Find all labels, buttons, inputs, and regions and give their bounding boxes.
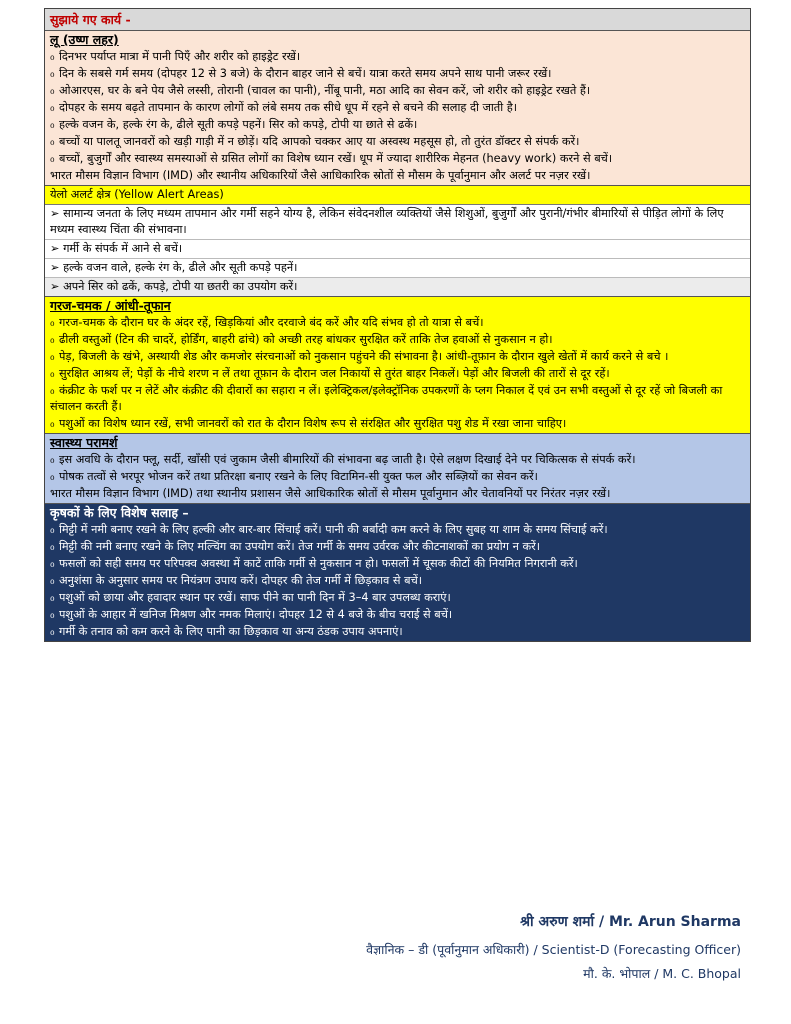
bullet-icon: ₀ <box>50 557 55 570</box>
list-item: ₀ पशुओं का विशेष ध्यान रखें, सभी जानवरों को रात के दौरान विशेष रूप से संरक्षित और सुरक्षित पशु शेड में रखा जाना चाहिए। <box>50 417 567 430</box>
list-item: ₀ बच्चों या पालतू जानवरों को खड़ी गाड़ी में न छोड़ें। यदि आपको चक्कर आए या अस्वस्थ महसूस हो, तो तुरंत डॉक्टर से संपर्क करें। <box>50 135 580 148</box>
heatwave-note: भारत मौसम विज्ञान विभाग (IMD) और स्थानीय अधिकारियों जैसे आधिकारिक स्रोतों से मौसम के पूर्वानुमान और अलर्ट पर नज़र रखें। <box>50 169 591 182</box>
bullet-icon: ₀ <box>50 384 55 397</box>
list-item: ₀ ढीली वस्तुओं (टिन की चादरें, होर्डिंग, बाहरी ढांचे) को अच्छी तरह बांधकर सुरक्षित करें ताकि तेज हवाओं से नुकसान न हो। <box>50 333 553 346</box>
bullet-icon: ₀ <box>50 50 55 63</box>
list-item: ₀ मिट्टी में नमी बनाए रखने के लिए हल्की और बार-बार सिंचाई करें। पानी की बर्बादी कम करने के लिए सुबह या शाम के समय सिंचाई करें। <box>50 523 608 536</box>
bullet-icon: ₀ <box>50 84 55 97</box>
list-item: ₀ अनुशंसा के अनुसार समय पर नियंत्रण उपाय करें। दोपहर की तेज गर्मी में छिड़काव से बचें। <box>50 574 423 587</box>
bullet-icon: ₀ <box>50 316 55 329</box>
bullet-icon: ₀ <box>50 118 55 131</box>
bullet-icon: ₀ <box>50 152 55 165</box>
bullet-icon: ₀ <box>50 523 55 536</box>
list-item: ₀ बच्चों, बुजुर्गों और स्वास्थ्य समस्याओं से ग्रसित लोगों का विशेष ध्यान रखें। धूप में ज्यादा शारीरिक मेहनत (heavy work) करने से बचें। <box>50 152 613 165</box>
bullet-icon: ₀ <box>50 470 55 483</box>
list-item: ₀ पेड़, बिजली के खंभे, अस्थायी शेड और कमजोर संरचनाओं को नुकसान पहुंचने की संभावना है। आंधी-तूफ़ान के दौरान खुले खेतों में कार्य करने से बचे । <box>50 350 669 363</box>
bullet-icon: ₀ <box>50 101 55 114</box>
health-section <box>45 434 750 504</box>
list-item: ➢ हल्के वजन वाले, हल्के रंग के, ढीले और सूती कपड़े पहनें। <box>45 258 750 277</box>
bullet-icon: ₀ <box>50 67 55 80</box>
signatory-name: श्री अरुण शर्मा / Mr. Arun Sharma <box>520 914 741 930</box>
arrow-icon: ➢ <box>50 207 64 220</box>
list-item: ₀ दोपहर के समय बढ़ते तापमान के कारण लोगों को लंबे समय तक सीधे धूप में रहने से बचने की सलाह दी जाती है। <box>50 101 518 114</box>
arrow-icon: ➢ <box>50 242 64 255</box>
storm-section <box>45 297 750 434</box>
bullet-icon: ₀ <box>50 540 55 553</box>
health-note: भारत मौसम विज्ञान विभाग (IMD) तथा स्थानीय प्रशासन जैसे आधिकारिक स्रोतों से मौसम पूर्वानुमान और चेतावनियों पर निरंतर नज़र रखें। <box>50 487 611 500</box>
bullet-icon: ₀ <box>50 608 55 621</box>
signatory-office: मौ. के. भोपाल / M. C. Bhopal <box>583 966 741 981</box>
bullet-icon: ₀ <box>50 625 55 638</box>
list-item: ₀ हल्के वजन के, हल्के रंग के, ढीले सूती कपड़े पहनें। सिर को कपड़े, टोपी या छाते से ढकें। <box>50 118 418 131</box>
heatwave-title: लू (उष्ण लहर) <box>50 32 119 47</box>
bullet-icon: ₀ <box>50 367 55 380</box>
list-item: ₀ इस अवधि के दौरान फ्लू, सर्दी, खाँसी एवं जुकाम जैसी बीमारियों की संभावना बढ़ जाती है। ऐसे लक्षण दिखाई देने पर चिकित्सक से संपर्क करें। <box>50 453 636 466</box>
bullet-icon: ₀ <box>50 333 55 346</box>
yellow-alert-section <box>45 186 750 297</box>
list-item: ₀ फसलों को सही समय पर परिपक्व अवस्था में काटें ताकि गर्मी से नुकसान न हो। फसलों में चूसक कीटों की नियमित निगरानी करें। <box>50 557 578 570</box>
bullet-icon: ₀ <box>50 574 55 587</box>
bullet-icon: ₀ <box>50 591 55 604</box>
list-item: ₀ दिन के सबसे गर्म समय (दोपहर 12 से 3 बजे) के दौरान बाहर जाने से बचें। यात्रा करते समय अपने साथ पानी जरूर रखें। <box>50 67 552 80</box>
heatwave-section <box>45 31 750 186</box>
list-item: ➢ सामान्य जनता के लिए मध्यम तापमान और गर्मी सहने योग्य है, लेकिन संवेदनशील व्यक्तियों जैसे शिशुओं, बुजुर्गों और पुरानी/गंभीर बीमारियों से पीड़ित लोगों के लिए मध्यम स्वास्थ्य चिंता की संभावना। <box>50 207 724 236</box>
bullet-icon: ₀ <box>50 135 55 148</box>
yellow-alert-title: येलो अलर्ट क्षेत्र (Yellow Alert Areas) <box>45 186 750 205</box>
list-item: ➢ गर्मी के संपर्क में आने से बचें। <box>45 239 750 258</box>
list-item: ➢ अपने सिर को ढकें, कपड़े, टोपी या छतरी का उपयोग करें। <box>45 277 750 296</box>
bullet-icon: ₀ <box>50 453 55 466</box>
list-item: ₀ गरज-चमक के दौरान घर के अंदर रहें, खिड़कियां और दरवाजे बंद करें और यदि संभव हो तो यात्रा से बचें। <box>50 316 484 329</box>
page-title: सुझाये गए कार्य - <box>45 9 750 31</box>
arrow-icon: ➢ <box>50 280 64 293</box>
list-item: ₀ पशुओं के आहार में खनिज मिश्रण और नमक मिलाएं। दोपहर 12 से 4 बजे के बीच चराई से बचें। <box>50 608 453 621</box>
list-item: ₀ कंक्रीट के फर्श पर न लेटें और कंक्रीट की दीवारों का सहारा न लें। इलेक्ट्रिकल/इलेक्ट्रॉनिक उपकरणों के प्लग निकाल दें एवं उन सभी वस्तुओं से दूर रहें जो बिजली का संचालन करती हैं। <box>50 384 723 413</box>
list-item: ₀ दिनभर पर्याप्त मात्रा में पानी पिएँ और शरीर को हाइड्रेट रखें। <box>50 50 301 63</box>
bullet-icon: ₀ <box>50 417 55 430</box>
arrow-icon: ➢ <box>50 261 64 274</box>
list-item: ₀ ओआरएस, घर के बने पेय जैसे लस्सी, तोरानी (चावल का पानी), नींबू पानी, मठा आदि का सेवन करें, जो शरीर को हाइड्रेट रखते हैं। <box>50 84 591 97</box>
list-item: ₀ मिट्टी की नमी बनाए रखने के लिए मल्चिंग का उपयोग करें। तेज गर्मी के समय उर्वरक और कीटनाशकों का प्रयोग न करें। <box>50 540 541 553</box>
signatory-designation: वैज्ञानिक – डी (पूर्वानुमान अधिकारी) / Scientist-D (Forecasting Officer) <box>366 942 741 957</box>
list-item: ₀ पशुओं को छाया और हवादार स्थान पर रखें। साफ पीने का पानी दिन में 3–4 बार उपलब्ध कराएं। <box>50 591 451 604</box>
advisory-table <box>44 8 751 642</box>
list-item: ₀ पोषक तत्वों से भरपूर भोजन करें तथा प्रतिरक्षा बनाए रखने के लिए विटामिन-सी युक्त फल और सब्ज़ियों का सेवन करें। <box>50 470 538 483</box>
health-title: स्वास्थ्य परामर्श <box>50 435 118 450</box>
bullet-icon: ₀ <box>50 350 55 363</box>
storm-title: गरज-चमक / आंधी-तूफान <box>50 298 171 313</box>
list-item: ₀ गर्मी के तनाव को कम करने के लिए पानी का छिड़काव या अन्य ठंडक उपाय अपनाएं। <box>50 625 403 638</box>
farmers-title: कृषकों के लिए विशेष सलाह – <box>50 505 189 520</box>
farmers-section <box>45 504 750 641</box>
list-item: ₀ सुरक्षित आश्रय लें; पेड़ों के नीचे शरण न लें तथा तूफ़ान के दौरान जल निकायों से तुरंत बाहर निकलें। पेड़ों और बिजली की तारों से दूर रहें। <box>50 367 610 380</box>
